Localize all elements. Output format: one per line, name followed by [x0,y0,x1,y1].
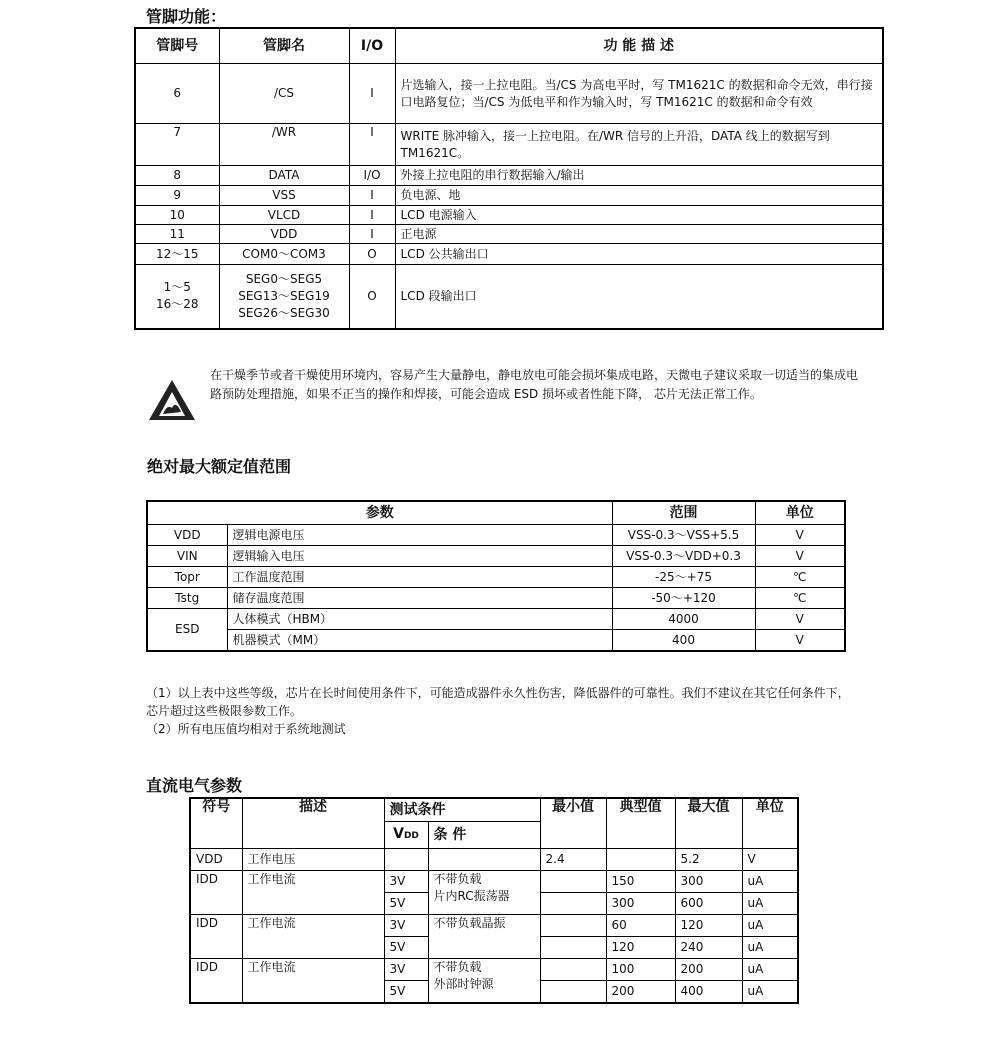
header-vdd-sub: DD [403,830,419,841]
dc-min [540,981,606,1004]
dc-typ [606,849,675,871]
header-range: 范围 [612,501,755,525]
pin-desc: LCD 公共输出口 [395,244,883,265]
param-symbol: ESD [147,609,227,652]
pin-name: COM0～COM3 [219,244,349,265]
dc-unit: uA [742,981,798,1004]
table-row [190,871,798,893]
absmax-note-1: （1）以上表中这些等级，芯片在长时间使用条件下，可能造成器件永久性伤害，降低器件的可靠性。我们不建议在其它任何条件下，芯片超过这些极限参数工作。 [146,686,850,718]
table-row [190,959,798,981]
pin-io: O [349,244,395,265]
dc-desc: 工作电流 [242,959,384,1004]
pin-io: I [349,186,395,206]
param-unit: V [755,609,845,630]
param-range: VSS-0.3～VDD+0.3 [612,546,755,567]
pin-desc: 外接上拉电阻的串行数据输入/输出 [395,166,883,186]
pin-io: O [349,265,395,329]
dc-min [540,893,606,915]
dc-cond-line: 不带负载 [433,872,482,886]
dc-symbol: IDD [190,959,242,1004]
absmax-section-title: 绝对最大额定值范围 [147,457,292,476]
dc-symbol: IDD [190,871,242,915]
param-unit: ℃ [755,588,845,609]
pin-name-line: SEG13～SEG19 [238,288,330,303]
absmax-note-2: （2）所有电压值均相对于系统地测试 [146,722,346,736]
param-range: -25～+75 [612,567,755,588]
dc-min [540,959,606,981]
pin-number: 8 [135,166,219,186]
dc-cond [428,871,540,915]
header-pin-number: 管脚号 [135,28,219,64]
table-row [135,265,883,329]
param-desc: 机器模式（MM） [227,630,612,652]
dc-cond-line: 外部时钟源 [433,977,494,991]
header-vdd [384,822,428,849]
dc-params-table [189,797,799,1004]
table-row [135,244,883,265]
dc-typ: 60 [606,915,675,937]
pin-desc: LCD 段输出口 [395,265,883,329]
table-row [147,525,845,546]
pin-number-line: 1～5 [163,280,191,295]
pin-desc: 片选输入，接一上拉电阻。当/CS 为高电平时，写 TM1621C 的数据和命令无效，串行接口电路复位；当/CS 为低电平和作为输入时，写 TM1621C 的数据和命令有效 [395,64,883,124]
dc-vdd [384,849,428,871]
table-row [135,124,883,166]
dc-symbol: VDD [190,849,242,871]
pin-desc: 正电源 [395,225,883,244]
pin-function-table [134,27,884,330]
param-range: -50～+120 [612,588,755,609]
esd-warning-text: 在干燥季节或者干燥使用环境内，容易产生大量静电，静电放电可能会损坏集成电路，天微电子建议采取一切适当的集成电路预防处理措施，如果不正当的操作和焊接，可能会造成 ESD 损坏或者性能下降， 芯片无法正常工作。 [210,368,859,401]
header-unit: 单位 [755,501,845,525]
table-row [147,546,845,567]
pin-io: I [349,124,395,166]
dc-typ: 300 [606,893,675,915]
table-row [147,567,845,588]
header-desc: 描述 [242,798,384,849]
dc-min [540,871,606,893]
pin-number [135,265,219,329]
pin-name: /WR [219,124,349,166]
pin-io: I [349,225,395,244]
pin-name-line: SEG26～SEG30 [238,305,330,320]
pin-number: 6 [135,64,219,124]
param-unit: V [755,630,845,652]
pin-number: 12～15 [135,244,219,265]
table-header-row [135,28,883,64]
dc-max: 5.2 [675,849,742,871]
dc-desc: 工作电压 [242,849,384,871]
pin-number: 9 [135,186,219,206]
param-unit: V [755,525,845,546]
header-io: I/O [349,28,395,64]
table-row [135,225,883,244]
param-symbol: VIN [147,546,227,567]
table-row [147,630,845,652]
dc-max: 300 [675,871,742,893]
param-range: 4000 [612,609,755,630]
pin-io: I [349,206,395,225]
dc-typ: 150 [606,871,675,893]
header-symbol: 符号 [190,798,242,849]
pin-name: VSS [219,186,349,206]
dc-cond [428,915,540,959]
dc-cond-line: 不带负载晶振 [433,916,506,930]
table-row [135,186,883,206]
dc-min: 2.4 [540,849,606,871]
pin-name-line: SEG0～SEG5 [245,271,323,286]
dc-cond [428,959,540,1004]
table-row [190,915,798,937]
header-min: 最小值 [540,798,606,849]
absmax-table [146,500,846,652]
pin-name: VLCD [219,206,349,225]
pin-name: VDD [219,225,349,244]
param-desc: 逻辑电源电压 [227,525,612,546]
esd-warning-icon [147,378,197,426]
header-function-desc: 功 能 描 述 [395,28,883,64]
dc-symbol: IDD [190,915,242,959]
table-header-row [190,798,798,822]
param-unit: ℃ [755,567,845,588]
dc-desc: 工作电流 [242,871,384,915]
dc-vdd: 3V [384,915,428,937]
pin-desc: WRITE 脉冲输入，接一上拉电阻。在/WR 信号的上升沿，DATA 线上的数据写到 TM1621C。 [395,124,883,166]
param-range: VSS-0.3～VSS+5.5 [612,525,755,546]
dc-typ: 100 [606,959,675,981]
table-row [135,206,883,225]
pin-name [219,265,349,329]
dc-vdd: 3V [384,959,428,981]
table-row [190,849,798,871]
table-row [147,588,845,609]
dc-cond-line: 不带负载 [433,960,482,974]
pin-number: 11 [135,225,219,244]
pin-number-line: 16～28 [155,297,199,312]
header-pin-name: 管脚名 [219,28,349,64]
header-test-cond: 测试条件 [384,798,540,822]
pin-number: 10 [135,206,219,225]
param-symbol: Topr [147,567,227,588]
dc-max: 240 [675,937,742,959]
dc-vdd: 5V [384,893,428,915]
dc-cond [428,849,540,871]
param-range: 400 [612,630,755,652]
table-row [135,64,883,124]
table-header-row [147,501,845,525]
pin-io: I [349,64,395,124]
table-row [135,166,883,186]
dc-unit: uA [742,871,798,893]
table-row [147,609,845,630]
dc-unit: uA [742,937,798,959]
dc-unit: uA [742,915,798,937]
param-desc: 储存温度范围 [227,588,612,609]
dc-typ: 200 [606,981,675,1004]
param-unit: V [755,546,845,567]
param-desc: 工作温度范围 [227,567,612,588]
param-symbol: Tstg [147,588,227,609]
dc-typ: 120 [606,937,675,959]
header-vdd-main: V [393,825,404,842]
pin-desc: 负电源、地 [395,186,883,206]
dc-section-title: 直流电气参数 [146,776,243,795]
dc-unit: uA [742,893,798,915]
dc-vdd: 3V [384,871,428,893]
dc-min [540,937,606,959]
header-cond: 条 件 [428,822,540,849]
header-param: 参数 [147,501,612,525]
header-typ: 典型值 [606,798,675,849]
param-desc: 人体模式（HBM） [227,609,612,630]
pin-name: /CS [219,64,349,124]
dc-max: 400 [675,981,742,1004]
pin-io: I/O [349,166,395,186]
param-symbol: VDD [147,525,227,546]
header-max: 最大值 [675,798,742,849]
dc-min [540,915,606,937]
dc-unit: uA [742,959,798,981]
dc-unit: V [742,849,798,871]
dc-max: 120 [675,915,742,937]
pin-desc: LCD 电源输入 [395,206,883,225]
dc-desc: 工作电流 [242,915,384,959]
dc-vdd: 5V [384,937,428,959]
pin-name: DATA [219,166,349,186]
pin-number: 7 [135,124,219,166]
pin-section-title: 管脚功能： [146,7,227,26]
dc-vdd: 5V [384,981,428,1004]
dc-cond-line: 片内RC振荡器 [433,889,510,903]
param-desc: 逻辑输入电压 [227,546,612,567]
dc-max: 600 [675,893,742,915]
header-unit: 单位 [742,798,798,849]
dc-max: 200 [675,959,742,981]
